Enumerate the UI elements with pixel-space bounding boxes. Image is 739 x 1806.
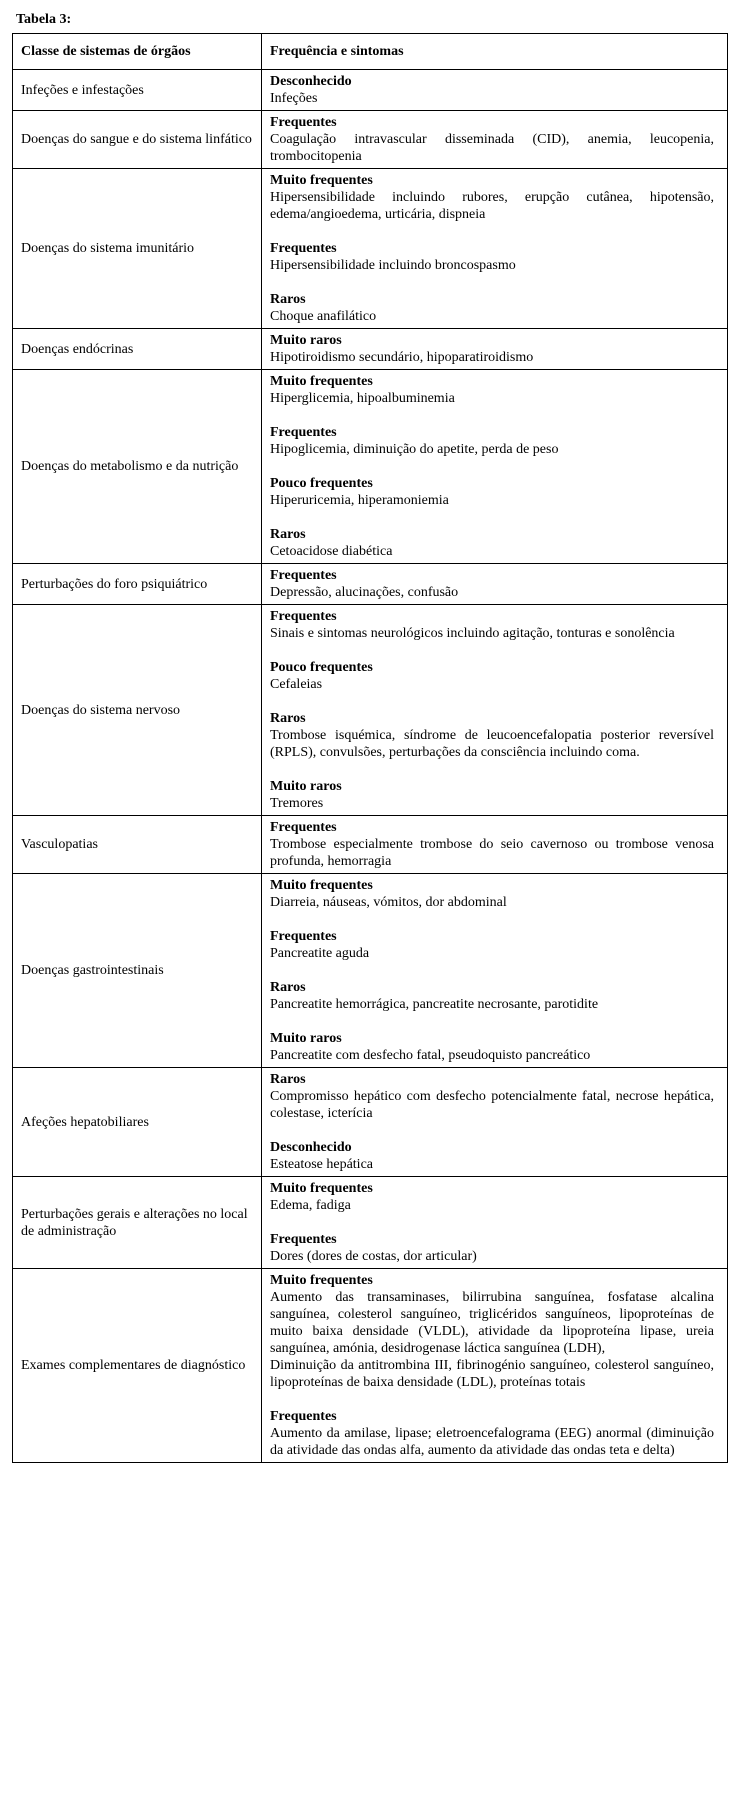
frequency-group (270, 114, 714, 165)
table-row (13, 1269, 728, 1463)
header-organ-class: Classe de sistemas de órgãos (13, 34, 262, 70)
table-header-row (13, 34, 728, 70)
symptoms-text: Coagulação intravascular disseminada (CID), anemia, leucopenia, trombocitopenia (270, 132, 714, 164)
frequency-cell (262, 70, 728, 111)
frequency-group (270, 424, 714, 458)
frequency-cell (262, 169, 728, 329)
organ-class-cell: Doenças do sistema imunitário (13, 169, 262, 329)
frequency-cell (262, 816, 728, 874)
frequency-label: Raros (270, 980, 306, 995)
frequency-group (270, 608, 714, 642)
frequency-group (270, 172, 714, 223)
frequency-group (270, 778, 714, 812)
table-row (13, 329, 728, 370)
frequency-label: Frequentes (270, 425, 337, 440)
symptoms-text: Dores (dores de costas, dor articular) (270, 1249, 477, 1264)
frequency-label: Muito raros (270, 1031, 342, 1046)
frequency-label: Muito frequentes (270, 1181, 373, 1196)
frequency-group (270, 332, 714, 366)
symptoms-text: Pancreatite com desfecho fatal, pseudoquisto pancreático (270, 1048, 591, 1063)
frequency-label: Raros (270, 292, 306, 307)
table-row (13, 564, 728, 605)
frequency-label: Muito raros (270, 333, 342, 348)
frequency-label: Frequentes (270, 609, 337, 624)
frequency-group (270, 979, 714, 1013)
frequency-group (270, 928, 714, 962)
symptoms-text: Esteatose hepática (270, 1157, 374, 1172)
frequency-group (270, 567, 714, 601)
symptoms-text: Pancreatite aguda (270, 946, 370, 961)
organ-class-cell: Doenças gastrointestinais (13, 874, 262, 1068)
frequency-label: Pouco frequentes (270, 660, 373, 675)
frequency-group (270, 526, 714, 560)
frequency-group (270, 1180, 714, 1214)
table-row (13, 70, 728, 111)
organ-class-cell: Doenças do metabolismo e da nutrição (13, 370, 262, 564)
organ-class-cell: Doenças do sistema nervoso (13, 605, 262, 816)
frequency-label: Muito frequentes (270, 374, 373, 389)
adverse-reactions-table (12, 33, 728, 1463)
frequency-group (270, 1139, 714, 1173)
organ-class-cell: Perturbações gerais e alterações no local de administração (13, 1177, 262, 1269)
table-row (13, 111, 728, 169)
frequency-cell (262, 605, 728, 816)
frequency-group (270, 1071, 714, 1122)
symptoms-text: Cetoacidose diabética (270, 544, 393, 559)
frequency-cell (262, 874, 728, 1068)
organ-class-cell: Doenças do sangue e do sistema linfático (13, 111, 262, 169)
organ-class-cell: Doenças endócrinas (13, 329, 262, 370)
frequency-cell (262, 1068, 728, 1177)
symptoms-text: Pancreatite hemorrágica, pancreatite necrosante, parotidite (270, 997, 599, 1012)
symptoms-text: Depressão, alucinações, confusão (270, 585, 459, 600)
frequency-label: Desconhecido (270, 74, 352, 89)
frequency-group (270, 240, 714, 274)
symptoms-text: Cefaleias (270, 677, 323, 692)
table-body (13, 70, 728, 1463)
table-row (13, 874, 728, 1068)
frequency-group (270, 877, 714, 911)
frequency-label: Raros (270, 1072, 306, 1087)
frequency-label: Desconhecido (270, 1140, 352, 1155)
header-frequency-symptoms: Frequência e sintomas (262, 34, 728, 70)
frequency-group (270, 1408, 714, 1459)
frequency-cell (262, 564, 728, 605)
symptoms-text: Hipersensibilidade incluindo broncospasmo (270, 258, 516, 273)
frequency-label: Pouco frequentes (270, 476, 373, 491)
frequency-label: Muito raros (270, 779, 342, 794)
symptoms-text: Hipersensibilidade incluindo rubores, erupção cutânea, hipotensão, edema/angioedema, urticária, dispneia (270, 190, 714, 222)
frequency-cell (262, 1269, 728, 1463)
organ-class-cell: Infeções e infestações (13, 70, 262, 111)
table-caption: Tabela 3: (16, 12, 72, 27)
table-row (13, 1177, 728, 1269)
frequency-group (270, 1231, 714, 1265)
frequency-label: Frequentes (270, 568, 337, 583)
organ-class-cell: Exames complementares de diagnóstico (13, 1269, 262, 1463)
frequency-cell (262, 111, 728, 169)
table-row (13, 169, 728, 329)
symptoms-text: Hiperglicemia, hipoalbuminemia (270, 391, 455, 406)
table-row (13, 816, 728, 874)
symptoms-text: Tremores (270, 796, 324, 811)
frequency-cell (262, 370, 728, 564)
frequency-group (270, 1030, 714, 1064)
frequency-label: Frequentes (270, 115, 337, 130)
organ-class-cell: Vasculopatias (13, 816, 262, 874)
symptoms-text: Aumento das transaminases, bilirrubina sanguínea, fosfatase alcalina sanguínea, colesterol sanguíneo, triglicéridos sanguíneos, lipoproteínas de muito baixa densidade (VLDL), atividade da lipoproteína lipase, ureia sanguínea, amónia, desidrogenase láctica sanguínea (LDH), Diminuição da antitrombina III, fibrinogénio sanguíneo, colesterol sanguíneo, lipoproteínas de baixa densidade (LDL), proteínas totais (270, 1290, 714, 1390)
table-row (13, 370, 728, 564)
frequency-group (270, 475, 714, 509)
symptoms-text: Compromisso hepático com desfecho potencialmente fatal, necrose hepática, colestase, icterícia (270, 1089, 714, 1121)
frequency-label: Frequentes (270, 1232, 337, 1247)
symptoms-text: Aumento da amilase, lipase; eletroencefalograma (EEG) anormal (diminuição da atividade das ondas alfa, aumento da atividade das ondas teta e delta) (270, 1426, 714, 1458)
frequency-label: Frequentes (270, 820, 337, 835)
organ-class-cell: Afeções hepatobiliares (13, 1068, 262, 1177)
symptoms-text: Edema, fadiga (270, 1198, 351, 1213)
frequency-label: Raros (270, 711, 306, 726)
table-row (13, 605, 728, 816)
frequency-label: Frequentes (270, 929, 337, 944)
frequency-cell (262, 329, 728, 370)
symptoms-text: Infeções (270, 91, 318, 106)
frequency-group (270, 710, 714, 761)
table-row (13, 1068, 728, 1177)
frequency-group (270, 659, 714, 693)
symptoms-text: Trombose isquémica, síndrome de leucoencefalopatia posterior reversível (RPLS), convulsões, perturbações da consciência incluindo coma. (270, 728, 714, 760)
frequency-group (270, 1272, 714, 1391)
frequency-group (270, 373, 714, 407)
symptoms-text: Sinais e sintomas neurológicos incluindo agitação, tonturas e sonolência (270, 626, 675, 641)
symptoms-text: Diarreia, náuseas, vómitos, dor abdominal (270, 895, 507, 910)
frequency-label: Frequentes (270, 1409, 337, 1424)
symptoms-text: Hiperuricemia, hiperamoniemia (270, 493, 449, 508)
organ-class-cell: Perturbações do foro psiquiátrico (13, 564, 262, 605)
frequency-group (270, 819, 714, 870)
frequency-group (270, 73, 714, 107)
symptoms-text: Choque anafilático (270, 309, 377, 324)
frequency-cell (262, 1177, 728, 1269)
frequency-group (270, 291, 714, 325)
symptoms-text: Hipotiroidismo secundário, hipoparatiroidismo (270, 350, 534, 365)
frequency-label: Frequentes (270, 241, 337, 256)
frequency-label: Muito frequentes (270, 173, 373, 188)
symptoms-text: Trombose especialmente trombose do seio cavernoso ou trombose venosa profunda, hemorragia (270, 837, 714, 869)
frequency-label: Raros (270, 527, 306, 542)
frequency-label: Muito frequentes (270, 878, 373, 893)
frequency-label: Muito frequentes (270, 1273, 373, 1288)
symptoms-text: Hipoglicemia, diminuição do apetite, perda de peso (270, 442, 559, 457)
